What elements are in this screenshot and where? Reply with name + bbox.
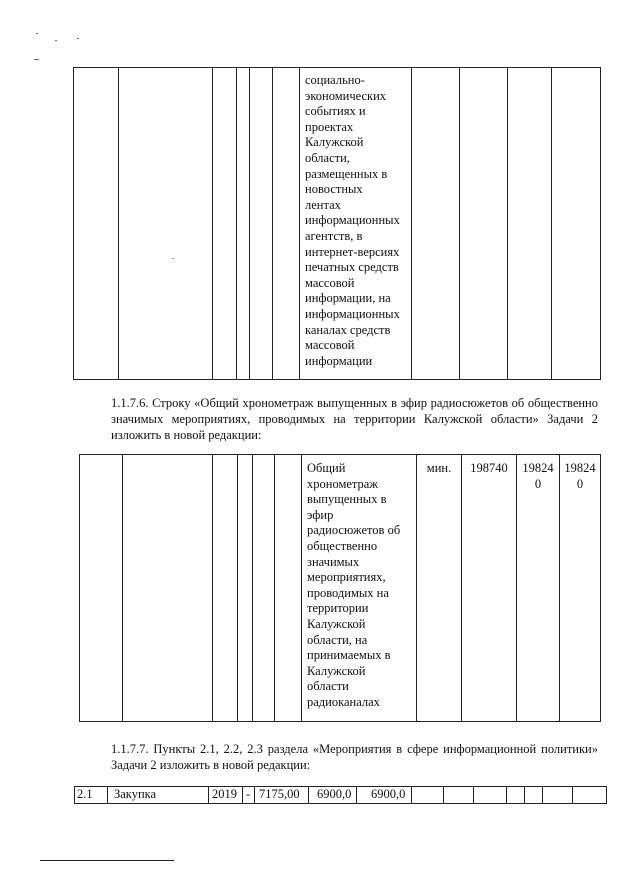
cell-empty [525,787,543,804]
cell-col3 [213,68,237,380]
table-radio-timing [79,454,601,722]
cell-num [74,68,119,380]
row-value: 6900,0 [371,787,406,801]
table-row [80,455,601,722]
cell-value [460,68,508,380]
cell-indicator [302,455,417,722]
paragraph-1-1-7-6 [79,395,598,443]
cell-value [508,68,552,380]
cell-value [517,455,560,722]
cell-col6 [275,455,302,722]
paragraph-1-1-7-7 [79,741,598,773]
scan-speck [36,33,38,34]
scan-speck [55,40,57,41]
indicator-text: Общий хронометраж выпущенных в эфир радиосюжетов об общественно значимых мероприятиях, проводимых на территории Калужской области, на принимаемых в Калужской области радиоканалах [307,461,401,709]
cell-empty [474,787,507,804]
scan-speck [172,258,174,259]
cell-unit [412,68,460,380]
cell-year [209,787,243,804]
scan-speck [34,59,39,60]
cell-value [309,787,357,804]
cell-value [255,787,309,804]
value-text: 198740 [470,461,508,475]
unit-text: мин. [426,461,452,475]
cell-value [560,455,601,722]
cell-name [108,787,209,804]
cell-unit [417,455,462,722]
cell-name [119,68,213,380]
paragraph-text: 1.1.7.6. Строку «Общий хронометраж выпущенных в эфир радиосюжетов об общественно значимых мероприятиях, проводимых на территории Калужской области» Задачи 2 изложить в новой редакции: [111,396,598,442]
paragraph-text: 1.1.7.7. Пункты 2.1, 2.2, 2.3 раздела «Мероприятия в сфере информационной политики» Задачи 2 изложить в новой редакции: [111,742,598,772]
cell-empty [412,787,444,804]
indicator-text: социально- экономических событиях и проектах Калужской области, размещенных в новостных лентах информационных агентств, в интернет-версиях печатных средств массовой информации, на информационных каналах средств массовой информации [305,73,400,368]
cell-value [357,787,412,804]
cell-col5 [253,455,275,722]
cell-indicator [300,68,412,380]
cell-dash [243,787,255,804]
cell-col3 [213,455,238,722]
value-text: 19824 0 [564,461,596,491]
cell-col4 [238,455,253,722]
cell-value [552,68,601,380]
cell-col6 [273,68,300,380]
value-text: 19824 0 [522,461,554,491]
row-value: 7175,00 [259,787,300,801]
row-year: 2019 [212,787,237,801]
cell-empty [573,787,607,804]
cell-empty [543,787,573,804]
table-row [74,68,601,380]
table-row [75,787,607,804]
cell-empty [444,787,474,804]
cell-num [75,787,108,804]
cell-col4 [237,68,250,380]
row-value: 6900,0 [317,787,352,801]
cell-num [80,455,123,722]
row-name: Закупка [114,787,157,801]
table-continuation [73,67,601,380]
table-measures [74,786,607,804]
scan-speck [77,38,79,39]
cell-name [123,455,213,722]
cell-value [462,455,517,722]
row-number: 2.1 [77,787,93,801]
row-dash: - [246,787,251,801]
cell-empty [507,787,525,804]
footnote-separator [40,860,174,861]
cell-col5 [250,68,273,380]
